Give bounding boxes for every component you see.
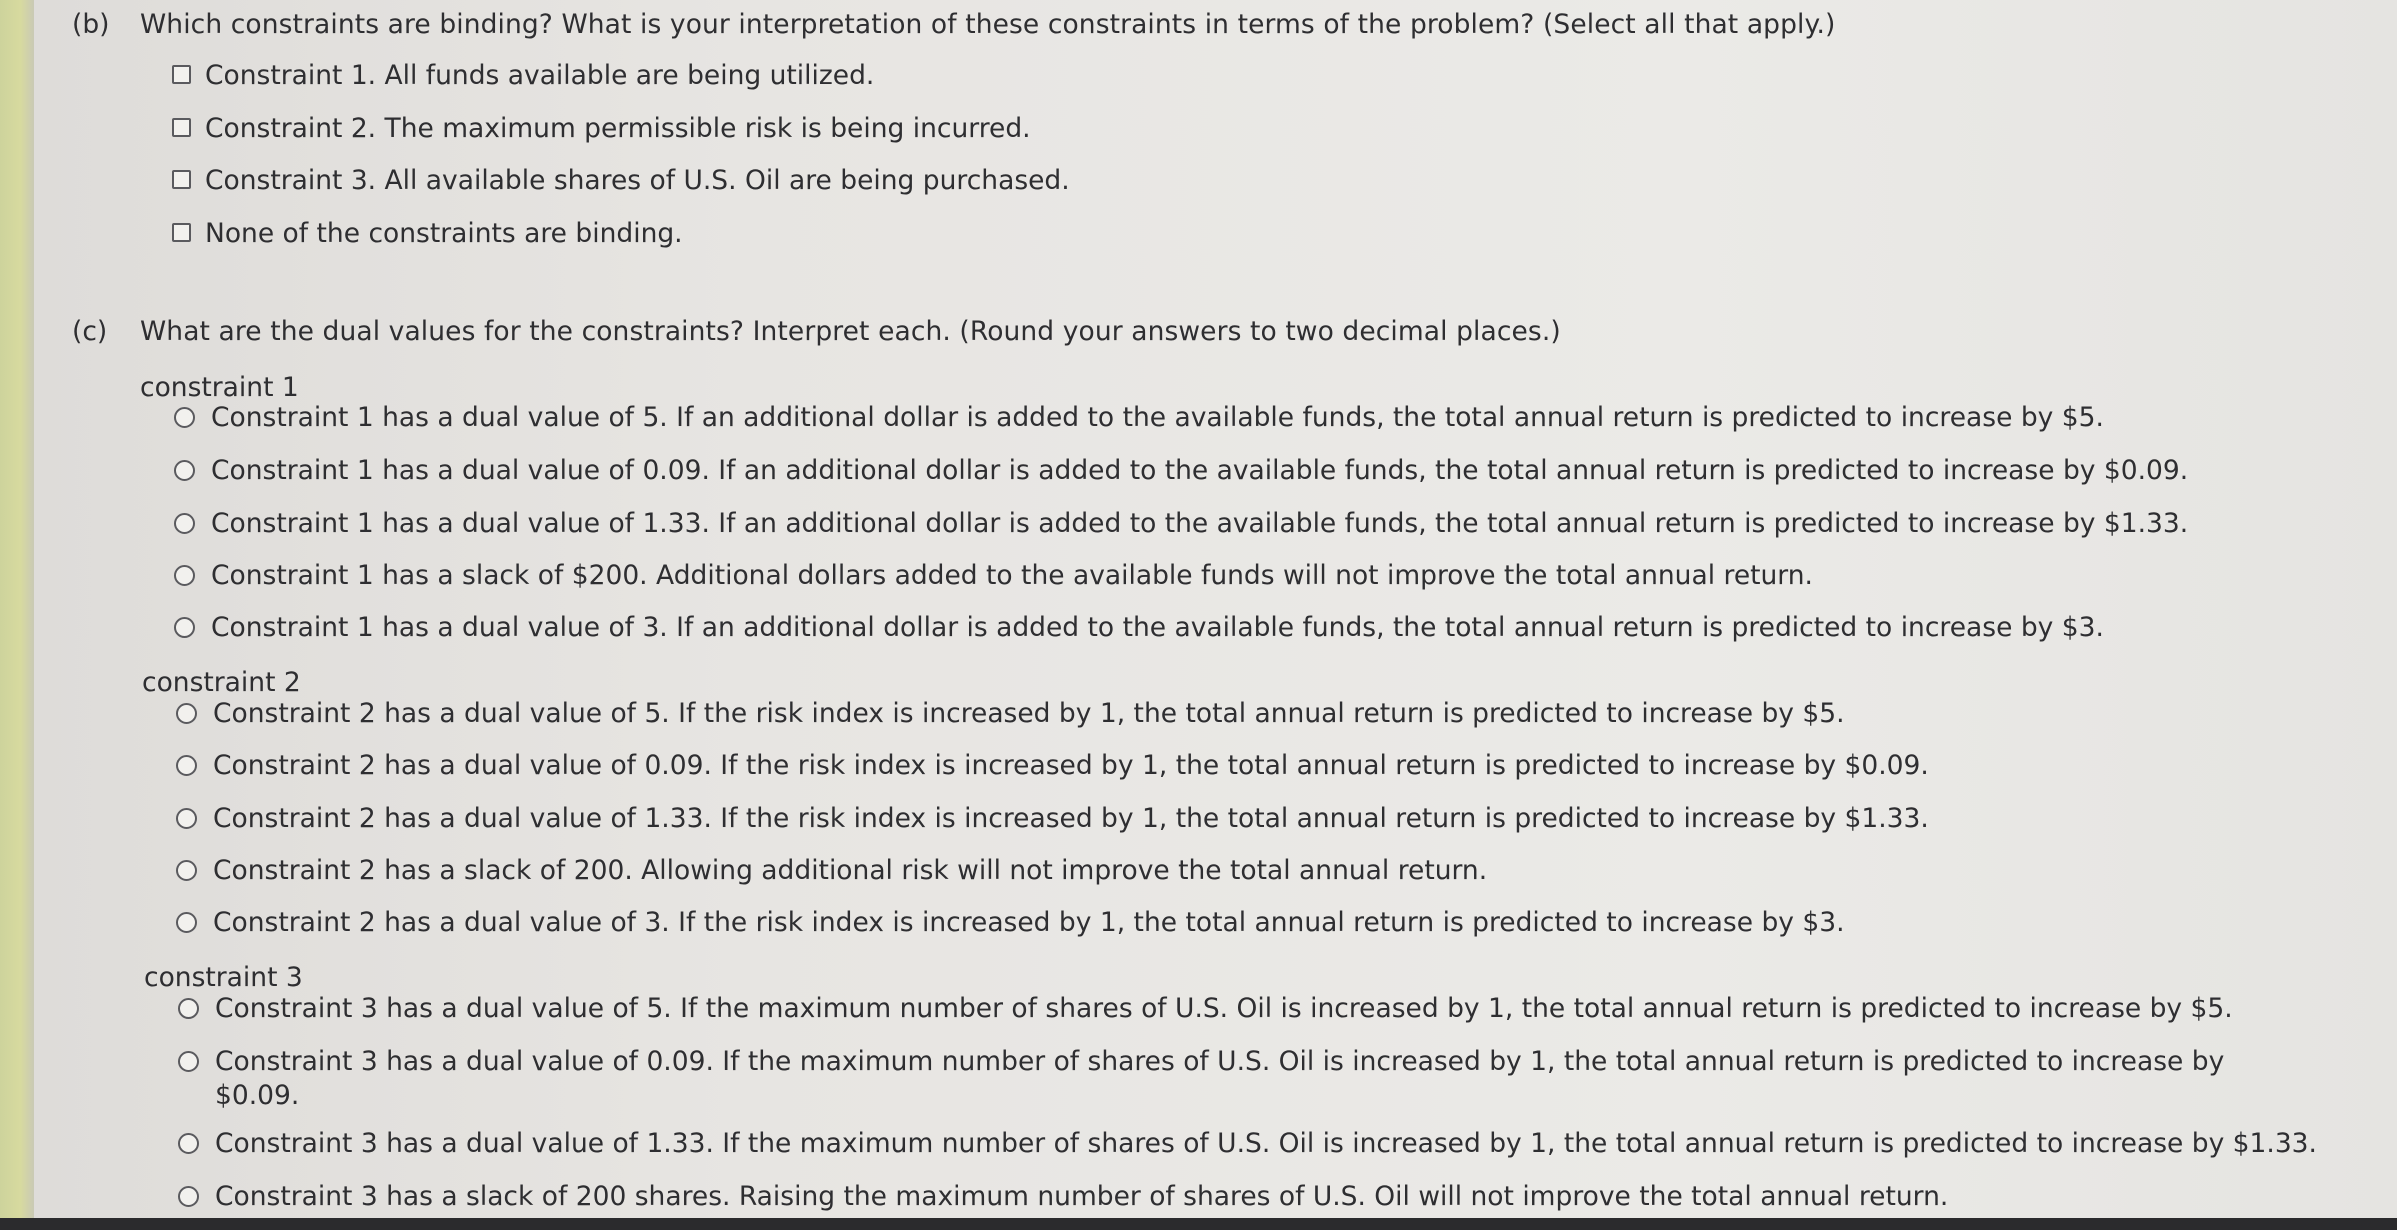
left-margin-strip <box>0 0 34 1230</box>
radio-option-c2-a[interactable] <box>176 697 1845 731</box>
constraint-3-label: constraint 3 <box>144 962 303 993</box>
checkbox-icon[interactable] <box>172 65 191 84</box>
radio-icon[interactable] <box>176 912 197 933</box>
radio-icon[interactable] <box>178 1051 199 1072</box>
checkbox-option-constraint-2[interactable] <box>172 112 1031 146</box>
option-text: Constraint 3 has a dual value of 0.09. If the maximum number of shares of U.S. Oil is increased by 1, the total annual return is predicted to increase by $0.09. <box>215 1046 2225 1111</box>
radio-option-c2-c[interactable] <box>176 802 1929 836</box>
option-text: Constraint 1 has a dual value of 1.33. If an additional dollar is added to the available funds, the total annual return is predicted to increase by $1.33. <box>211 508 2189 539</box>
radio-option-c2-d[interactable] <box>176 854 1487 888</box>
radio-option-c1-d[interactable] <box>174 559 1813 593</box>
radio-icon[interactable] <box>176 808 197 829</box>
radio-icon[interactable] <box>174 565 195 586</box>
radio-option-c1-c[interactable] <box>174 507 2188 541</box>
radio-icon[interactable] <box>176 703 197 724</box>
radio-icon[interactable] <box>174 513 195 534</box>
radio-icon[interactable] <box>178 998 199 1019</box>
constraint-1-label: constraint 1 <box>140 372 299 403</box>
bottom-edge-bar <box>0 1218 2397 1230</box>
option-text: Constraint 1. All funds available are being utilized. <box>205 60 875 91</box>
radio-option-c2-b[interactable] <box>176 749 1929 783</box>
radio-option-c1-e[interactable] <box>174 611 2104 645</box>
radio-icon[interactable] <box>174 407 195 428</box>
radio-option-c3-a[interactable] <box>178 992 2233 1026</box>
radio-icon[interactable] <box>174 460 195 481</box>
part-b-question: Which constraints are binding? What is your interpretation of these constraints in terms of the problem? (Select all that apply.) <box>140 9 1836 40</box>
option-text: Constraint 2 has a dual value of 5. If the risk index is increased by 1, the total annual return is predicted to increase by $5. <box>213 698 1845 729</box>
part-c-label: (c) <box>72 316 108 347</box>
radio-option-c1-a[interactable] <box>174 401 2104 435</box>
option-text: Constraint 2 has a dual value of 0.09. If the risk index is increased by 1, the total annual return is predicted to increase by $0.09. <box>213 750 1929 781</box>
radio-icon[interactable] <box>176 860 197 881</box>
constraint-2-label: constraint 2 <box>142 667 301 698</box>
checkbox-option-constraint-3[interactable] <box>172 164 1070 198</box>
radio-option-c3-d[interactable] <box>178 1180 1948 1214</box>
radio-icon[interactable] <box>178 1186 199 1207</box>
checkbox-icon[interactable] <box>172 223 191 242</box>
option-text: Constraint 3 has a dual value of 1.33. If the maximum number of shares of U.S. Oil is increased by 1, the total annual return is predicted to increase by $1.33. <box>215 1128 2317 1159</box>
checkbox-option-none[interactable] <box>172 217 683 251</box>
radio-icon[interactable] <box>178 1133 199 1154</box>
option-text: Constraint 3 has a slack of 200 shares. Raising the maximum number of shares of U.S. Oil will not improve the total annual return. <box>215 1181 1949 1212</box>
option-text: Constraint 1 has a dual value of 0.09. If an additional dollar is added to the available funds, the total annual return is predicted to increase by $0.09. <box>211 455 2189 486</box>
radio-option-c3-c[interactable] <box>178 1127 2317 1161</box>
part-b-label: (b) <box>72 9 110 40</box>
option-text: Constraint 2 has a slack of 200. Allowing additional risk will not improve the total annual return. <box>213 855 1488 886</box>
part-c-question: What are the dual values for the constraints? Interpret each. (Round your answers to two decimal places.) <box>140 316 1561 347</box>
checkbox-icon[interactable] <box>172 170 191 189</box>
radio-option-c2-e[interactable] <box>176 906 1845 940</box>
option-text: Constraint 2 has a dual value of 3. If the risk index is increased by 1, the total annual return is predicted to increase by $3. <box>213 907 1845 938</box>
option-text: Constraint 3 has a dual value of 5. If the maximum number of shares of U.S. Oil is increased by 1, the total annual return is predicted to increase by $5. <box>215 993 2233 1024</box>
option-text: Constraint 1 has a dual value of 5. If an additional dollar is added to the available funds, the total annual return is predicted to increase by $5. <box>211 402 2104 433</box>
radio-icon[interactable] <box>174 617 195 638</box>
checkbox-icon[interactable] <box>172 118 191 137</box>
option-text: Constraint 1 has a slack of $200. Additional dollars added to the available funds will not improve the total annual return. <box>211 560 1813 591</box>
radio-option-c3-b[interactable] <box>178 1045 2255 1113</box>
option-text: Constraint 1 has a dual value of 3. If an additional dollar is added to the available funds, the total annual return is predicted to increase by $3. <box>211 612 2104 643</box>
option-text: Constraint 3. All available shares of U.S. Oil are being purchased. <box>205 165 1070 196</box>
option-text: Constraint 2 has a dual value of 1.33. If the risk index is increased by 1, the total annual return is predicted to increase by $1.33. <box>213 803 1929 834</box>
option-text: Constraint 2. The maximum permissible risk is being incurred. <box>205 113 1031 144</box>
radio-option-c1-b[interactable] <box>174 454 2188 488</box>
checkbox-option-constraint-1[interactable] <box>172 59 874 93</box>
radio-icon[interactable] <box>176 755 197 776</box>
option-text: None of the constraints are binding. <box>205 218 683 249</box>
